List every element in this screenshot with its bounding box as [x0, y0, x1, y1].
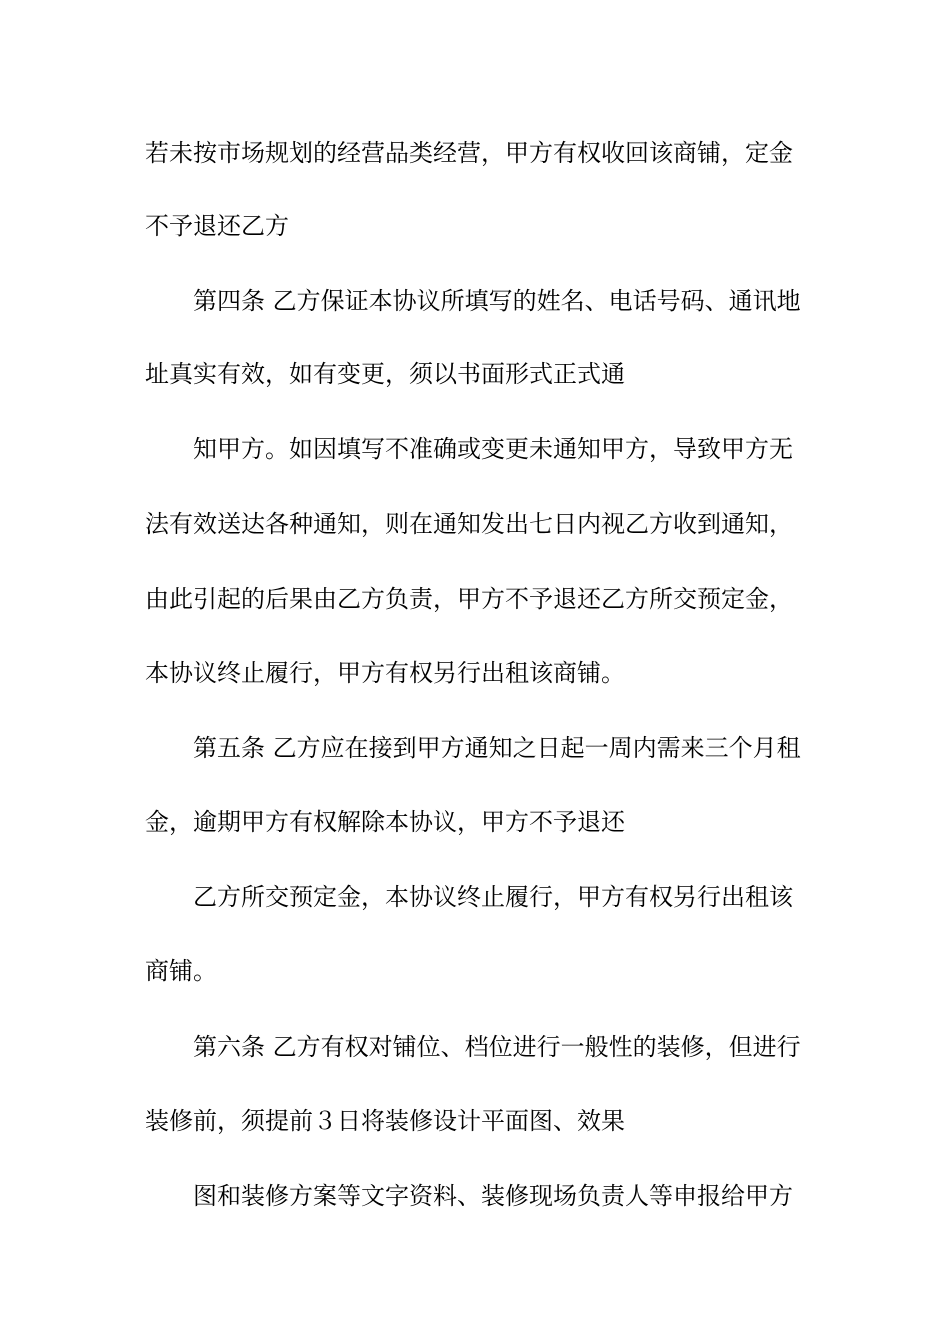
text-line: 第四条 乙方保证本协议所填写的姓名、电话号码、通讯地: [193, 287, 801, 315]
text-line: 商铺。: [145, 957, 217, 985]
text-line: 装修前，须提前３日将装修设计平面图、效果: [145, 1107, 625, 1135]
text-line: 第六条 乙方有权对铺位、档位进行一般性的装修，但进行: [193, 1033, 801, 1061]
text-line: 金，逾期甲方有权解除本协议，甲方不予退还: [145, 808, 625, 836]
text-line: 若未按市场规划的经营品类经营，甲方有权收回该商铺，定金: [145, 139, 793, 167]
text-line: 法有效送达各种通知，则在通知发出七日内视乙方收到通知，: [145, 510, 793, 538]
text-line: 第五条 乙方应在接到甲方通知之日起一周内需来三个月租: [193, 734, 801, 762]
text-line: 知甲方。如因填写不准确或变更未通知甲方，导致甲方无: [193, 435, 793, 463]
text-line: 址真实有效，如有变更，须以书面形式正式通: [145, 360, 625, 388]
text-line: 不予退还乙方: [145, 212, 289, 240]
text-line: 由此引起的后果由乙方负责，甲方不予退还乙方所交预定金，: [145, 585, 793, 613]
text-line: 图和装修方案等文字资料、装修现场负责人等申报给甲方: [193, 1182, 793, 1210]
text-line: 乙方所交预定金，本协议终止履行，甲方有权另行出租该: [193, 883, 793, 911]
text-line: 本协议终止履行，甲方有权另行出租该商铺。: [145, 659, 625, 687]
